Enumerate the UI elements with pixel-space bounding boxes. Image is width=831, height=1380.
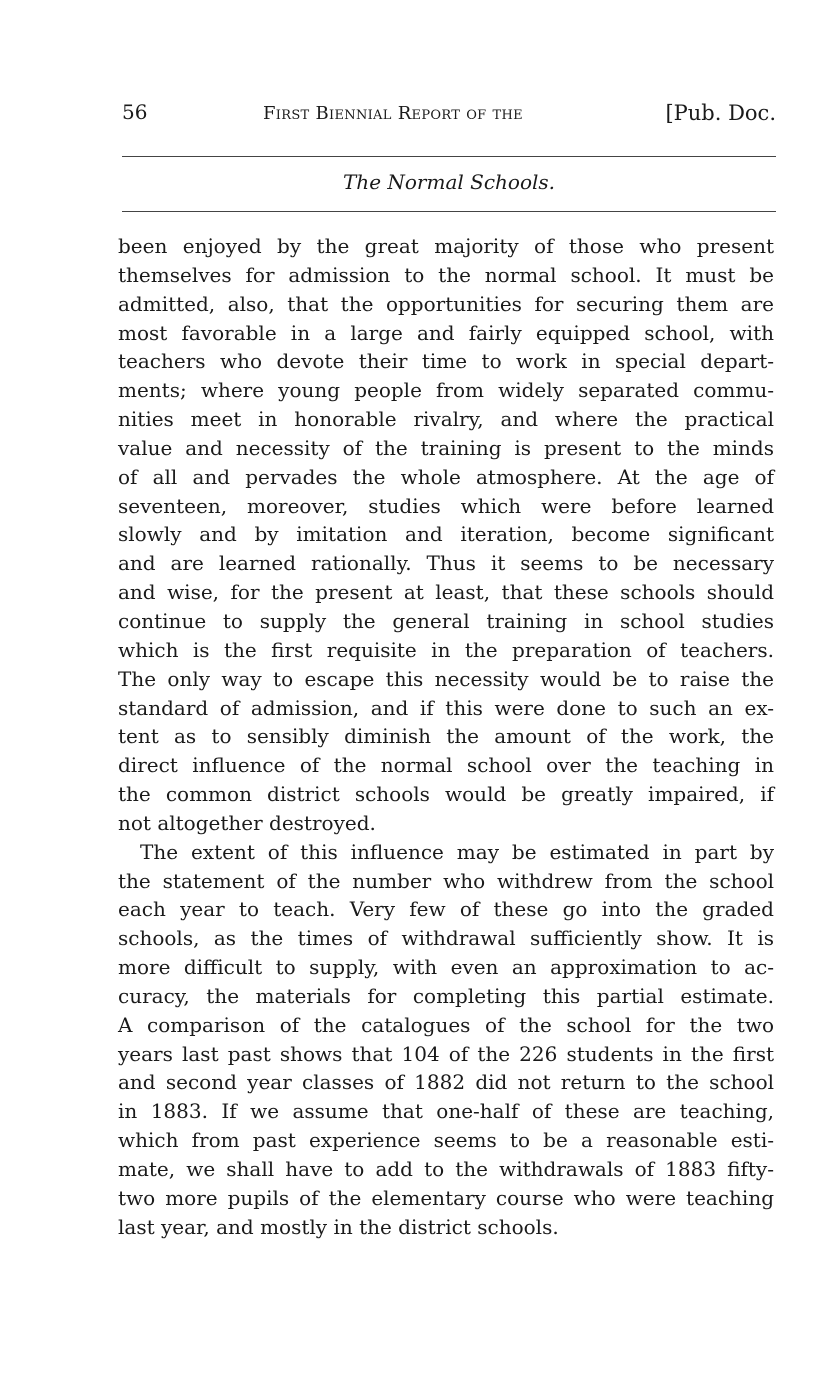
text-line: of all and pervades the whole atmosphere. At the age of [118, 464, 774, 489]
text-line: continue to supply the general training in school studies [118, 608, 774, 633]
text-line: most favorable in a large and fairly equipped school, with [118, 320, 774, 345]
running-title: First Biennial Report of the [263, 103, 523, 124]
text-line: value and necessity of the training is present to the minds [118, 435, 774, 460]
text-line: A comparison of the catalogues of the school for the two [118, 1012, 774, 1037]
text-line: The only way to escape this necessity would be to raise the [118, 666, 774, 691]
text-line: last year, and mostly in the district schools. [118, 1214, 559, 1239]
document-reference: [Pub. Doc. [665, 101, 776, 125]
page-number: 56 [122, 100, 148, 124]
text-line: years last past shows that 104 of the 226 students in the first [118, 1041, 774, 1066]
header-rule-bottom [122, 211, 776, 212]
header-rule-top [122, 156, 776, 157]
text-line: which is the first requisite in the preparation of teachers. [118, 637, 774, 662]
text-line: slowly and by imitation and iteration, become significant [118, 522, 774, 547]
text-line: which from past experience seems to be a reasonable esti- [118, 1128, 774, 1153]
paragraph-2 [118, 838, 774, 1242]
text-line: schools, as the times of withdrawal sufficiently show. It is [118, 926, 774, 951]
text-line: each year to teach. Very few of these go into the graded [118, 897, 774, 922]
text-line: direct influence of the normal school over the teaching in [118, 753, 774, 778]
text-line: the common district schools would be greatly impaired, if [118, 782, 774, 807]
body-text [118, 232, 774, 1242]
text-line: The extent of this influence may be estimated in part by [140, 839, 774, 864]
paragraph-1 [118, 232, 774, 838]
text-line: ments; where young people from widely separated commu- [118, 378, 774, 403]
text-line: not altogether destroyed. [118, 810, 376, 835]
text-line: tent as to sensibly diminish the amount of the work, the [118, 724, 774, 749]
text-line: more difficult to supply, with even an approximation to ac- [118, 955, 774, 980]
text-line: the statement of the number who withdrew from the school [118, 868, 774, 893]
text-line: in 1883. If we assume that one-half of these are teaching, [118, 1099, 774, 1124]
text-line: and are learned rationally. Thus it seems to be necessary [118, 551, 774, 576]
text-line: teachers who devote their time to work in special depart- [118, 349, 774, 374]
text-line: seventeen, moreover, studies which were before learned [118, 493, 774, 518]
text-line: nities meet in honorable rivalry, and where the practical [118, 407, 774, 432]
section-title: The Normal Schools. [342, 170, 556, 194]
page-header [120, 96, 776, 132]
text-line: curacy, the materials for completing this partial estimate. [118, 983, 774, 1008]
text-line: and second year classes of 1882 did not return to the school [118, 1070, 774, 1095]
text-line: mate, we shall have to add to the withdrawals of 1883 fifty- [118, 1157, 774, 1181]
text-line: and wise, for the present at least, that these schools should [118, 580, 774, 605]
text-line: standard of admission, and if this were done to such an ex- [118, 695, 774, 720]
text-line: been enjoyed by the great majority of those who present [118, 234, 774, 258]
text-line: two more pupils of the elementary course who were teaching [118, 1185, 774, 1210]
text-line: themselves for admission to the normal school. It must be [118, 262, 774, 287]
text-line: admitted, also, that the opportunities for securing them are [118, 291, 774, 316]
